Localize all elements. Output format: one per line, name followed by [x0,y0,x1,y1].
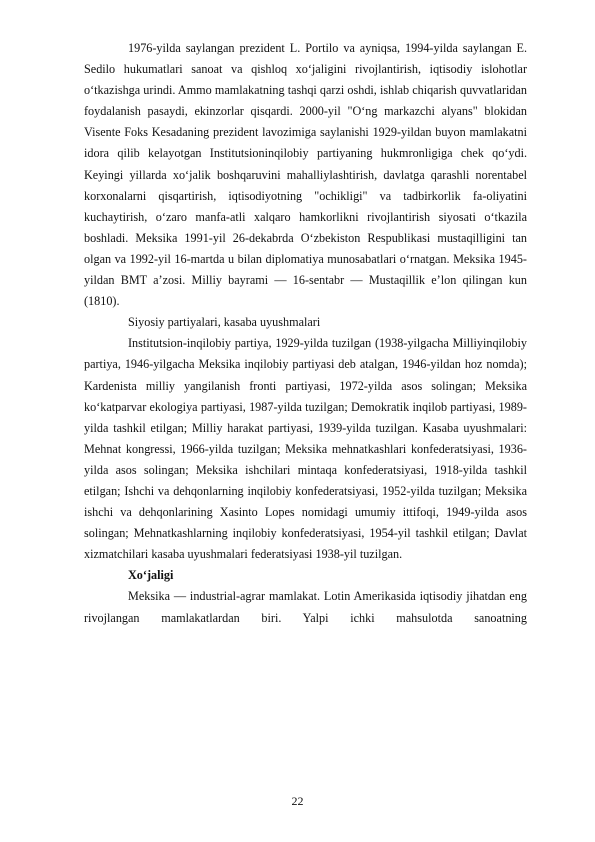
paragraph-parties-unions: Institutsion-inqilobiy partiya, 1929-yilda tuzilgan (1938-yilgacha Milliyinqilobiy partiya, 1946-yilgacha Meksika inqilobiy partiyasi deb atalgan, 1946-yildan hoz nomda); Kardenista milliy yangilanish fronti partiyasi, 1972-yilda asos solingan; Meksika ko‘katparvar ekologiya partiyasi, 1987-yilda tuzilgan; Demokratik inqilob partiyasi, 1989-yilda tashkil etilgan; Milliy harakat partiyasi, 1939-yilda tuzilgan. Kasaba uyushmalari: Mehnat kongressi, 1966-yilda tuzilgan; Meksika mehnatkashlari konfederatsiyasi, 1936-yilda asos solingan; Meksika ishchilari mintaqa konfederatsiyasi, 1918-yilda tashkil etilgan; Ishchi va dehqonlarning inqilobiy konfederatsiyasi, 1952-yilda tuzilgan; Meksika ishchi va dehqonlarining Xasinto Lopes nomidagi umumiy ittifoqi, 1949-yilda asos solingan; Mehnatkashlarning inqilobiy konfederatsiyasi, 1954-yil tashkil etilgan; Davlat xizmatchilari kasaba uyushmalari federatsiyasi 1938-yil tuzilgan. [84,336,527,562]
paragraph-economy: Meksika — industrial-agrar mamlakat. Lotin Amerikasida iqtisodiy jihatdan eng rivojlangan mamlakatlardan biri. Yalpi ichki mahsulotda sanoatning [84,589,527,625]
section-subtitle-parties: Siyosiy partiyalari, kasaba uyushmalari [128,315,321,330]
document-page [84,38,527,629]
section-heading-economy: Xo‘jaligi [128,568,174,583]
paragraph-politics-history: 1976-yilda saylangan prezident L. Portilo va ayniqsa, 1994-yilda saylangan E. Sedilo hukumatlari sanoat va qishloq xo‘jaligini rivojlantirish, iqtisodiy islohotlar o‘tkazishga urindi. Ammo mamlakatning tashqi qarzi oshdi, ishlab chiqarish quvvatlaridan foydalanish pasaydi, ekinzorlar qisqardi. 2000-yil "O‘ng markazchi alyans" blokidan Visente Foks Kesadaning prezident lavozimiga saylanishi 1929-yildan buyon mamlakatni idora qilib kelayotgan Institutsioninqilobiy partiyaning hukmronligiga chek qo‘ydi. Keyingi yillarda xo‘jalik boshqaruvini mahalliylashtirish, davlatga qarashli norentabel korxonalarni qisqartirish, iqtisodiyotning "ochikligi" va tadbirkorlik fa-oliyatini kuchaytirish, o‘zaro manfa-atli xalqaro hamkorlikni rivojlantirish siyosati o‘tkazila boshladi. Meksika 1991-yil 26-dekabrda O‘zbekiston Respublikasi mustaqilligini tan olgan va 1992-yil 16-martda u bilan diplomatiya munosabatlari o‘rnatgan. Meksika 1945-yildan BMT a’zosi. Milliy bayrami — 16-sentabr — Mustaqillik e’lon qilingan kun (1810). [84,41,527,309]
page-number: 22 [291,794,304,808]
